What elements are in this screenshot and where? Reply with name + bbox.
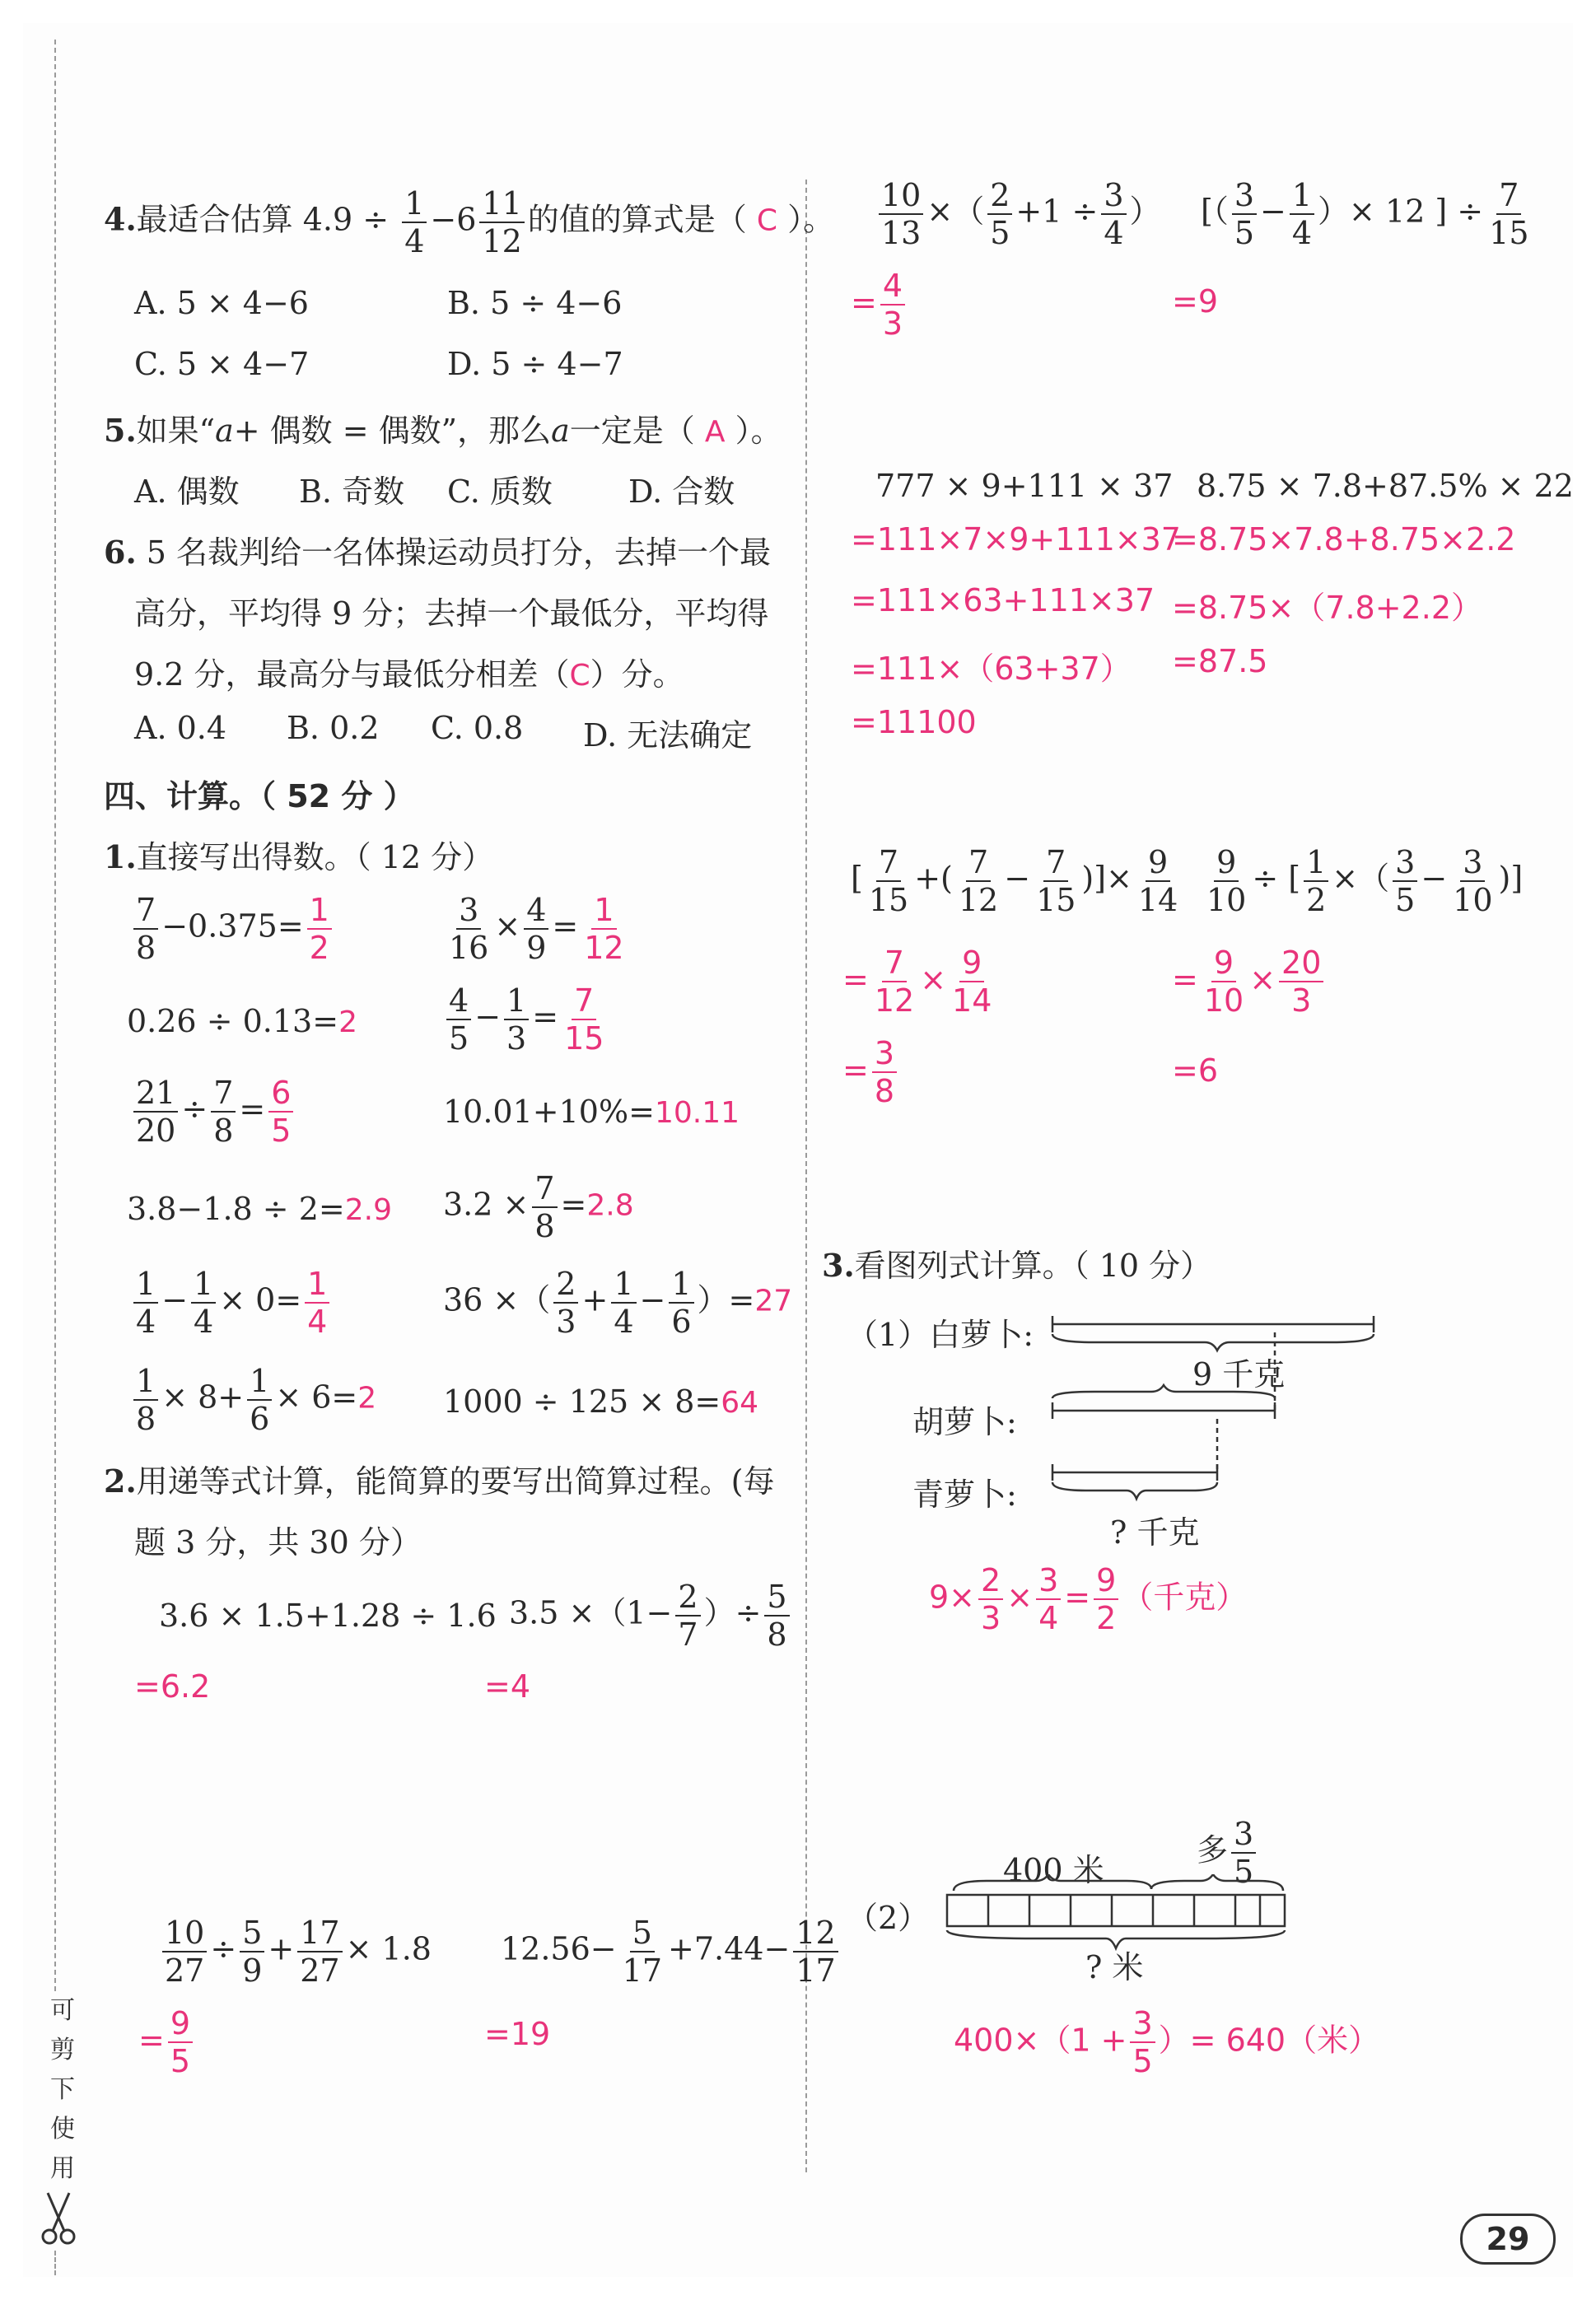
calc-step: =8.75×7.8+8.75×2.2 [1172,521,1516,558]
calc-answer: =4 [484,1668,531,1705]
calc-step: =8.75×（7.8+2.2） [1172,590,1482,626]
calc-item: $\frac{3}{16}$ × $\frac{4}{9}$ = $\frac{1}{12}$ [449,892,624,966]
diagram-annotation: 多 $\frac{3}{5}$ [1197,1818,1259,1887]
calc-item: $\frac{1}{4}$ − $\frac{1}{4}$ × 0= $\frac{1}{4}$ [130,1268,333,1337]
calc-item: 10.01+10%=10.11 [443,1094,740,1130]
cut-line-bottom [54,2251,56,2275]
diagram-annotation: ? 米 [1085,1949,1144,1985]
section-title: 四、计算。（ 52 分 ） [104,778,415,814]
diagram-annotation: ? 千克 [1110,1514,1200,1551]
q6-line3: 9.2 分，最高分与最低分相差（C）分。 [134,656,684,693]
calc-step: = $\frac{3}{8}$ [842,1038,900,1107]
calc-item: 3.8−1.8 ÷ 2=2.9 [127,1191,392,1227]
q4-option-b: B. 5 ÷ 4−6 [447,285,623,321]
calc-item: $\frac{7}{8}$ −0.375= $\frac{1}{2}$ [130,894,335,963]
q5-option-b: B. 奇数 [299,474,405,510]
s2-title-line2: 题 3 分，共 30 分） [134,1524,422,1561]
s2-title: 2.用递等式计算，能简算的要写出简算过程。(每 [104,1463,775,1500]
scissors-icon [38,2189,79,2246]
calc-problem: 3.5 ×（1− $\frac{2}{7}$ ）÷ $\frac{5}{8}$ [509,1581,793,1650]
calc-item: 1000 ÷ 125 × 8=64 [443,1383,759,1420]
worksheet-page [23,23,1573,2277]
cut-hint: 可 剪 下 使 用 [50,1996,75,2183]
calc-item: 3.2 × $\frac{7}{8}$ =2.8 [443,1170,634,1244]
fraction: $\frac{1}{4}$ [402,188,427,257]
calc-answer: 400×（1 + $\frac{3}{5}$ ）= 640（米） [954,2005,1380,2079]
q6-line1: 6. 5 名裁判给一名体操运动员打分，去掉一个最 [104,534,772,571]
calc-answer: = $\frac{4}{3}$ [851,270,908,339]
diagram-label: （1）白萝卜: [847,1317,1034,1353]
q5-option-d: D. 合数 [628,474,735,510]
calc-problem: [（ $\frac{3}{5}$ − $\frac{1}{4}$ ）× 12 ] ÷ $\frac{7}{15}$ [1201,177,1529,251]
calc-problem: 777 × 9+111 × 37 [875,468,1174,504]
calc-answer: = $\frac{9}{5}$ [138,2008,196,2077]
q4-line: 4.最适合估算 4.9 ÷ $\frac{1}{4}$ −6 $\frac{11}{12}$ 的值的算式是（ C ）。 [104,185,835,259]
page-number: 29 [1460,2214,1556,2265]
diagram-label: 胡萝卜: [912,1404,1017,1440]
calc-problem: $\frac{9}{10}$ ÷ [ $\frac{1}{2}$ ×（ $\frac{3}{5}$ − $\frac{3}{10}$ )] [1206,844,1524,918]
calc-problem: $\frac{10}{13}$ ×（ $\frac{2}{5}$ +1 ÷ $\frac{3}{4}$ ） [875,180,1161,249]
q6-line2: 高分，平均得 9 分；去掉一个最低分，平均得 [134,595,769,632]
q5-answer: A [704,415,726,449]
calc-step: =111×63+111×37 [851,582,1155,618]
calc-step: = $\frac{7}{12}$ × $\frac{9}{14}$ [842,945,992,1019]
q6-option-b: B. 0.2 [287,710,380,746]
calc-item: 36 ×（ $\frac{2}{3}$ + $\frac{1}{4}$ − $\frac{1}{6}$ ）=27 [443,1266,793,1340]
calc-problem: 8.75 × 7.8+87.5% × 22 [1197,468,1574,504]
diagram-annotation: 400 米 [1003,1852,1104,1888]
calc-problem: 3.6 × 1.5+1.28 ÷ 1.6 [159,1598,497,1634]
diagram-label: 青萝卜: [912,1477,1017,1513]
calc-problem: $\frac{10}{27}$ ÷ $\frac{5}{9}$ + $\frac{17}{27}$ × 1.8 [159,1917,432,1986]
calc-answer: =6.2 [134,1668,211,1705]
calc-step: =6 [1172,1052,1219,1089]
calc-step: =111×7×9+111×37 [851,521,1181,558]
column-divider [805,180,807,2172]
q5-option-a: A. 偶数 [134,474,240,510]
calc-step: =87.5 [1172,643,1268,679]
calc-step: = $\frac{9}{10}$ × $\frac{20}{3}$ [1172,947,1327,1016]
calc-answer: =9 [1172,283,1219,320]
q4-option-c: C. 5 × 4−7 [134,346,310,382]
calc-item: $\frac{21}{20}$ ÷ $\frac{7}{8}$ = $\frac{6}{5}$ [130,1077,296,1146]
q5-line: 5.如果“a+ 偶数 = 偶数”，那么a一定是（ A ）。 [104,412,782,449]
calc-item: $\frac{4}{5}$ − $\frac{1}{3}$ = $\frac{7}{15}$ [443,985,609,1054]
q6-answer: C [569,659,590,693]
q6-option-d: D. 无法确定 [583,717,753,753]
q4-option-a: A. 5 × 4−6 [134,285,309,321]
calc-item: $\frac{1}{8}$ × 8+ $\frac{1}{6}$ × 6=2 [130,1365,376,1435]
calc-step: =11100 [851,704,977,740]
calc-answer: =19 [484,2016,551,2052]
calc-item: 0.26 ÷ 0.13=2 [127,1003,357,1039]
diagram-annotation: 9 千克 [1192,1356,1286,1393]
q6-option-c: C. 0.8 [431,710,524,746]
calc-step: =111×（63+37） [851,651,1132,687]
calc-problem: [ $\frac{7}{15}$ +( $\frac{7}{12}$ − $\frac{7}{15}$ )]× $\frac{9}{14}$ [851,844,1178,918]
q4-answer: C [756,203,778,238]
s3-title: 3.看图列式计算。（ 10 分） [822,1247,1212,1284]
s1-title: 1.直接写出得数。（ 12 分） [104,838,494,875]
calc-answer: 9× $\frac{2}{3}$ × $\frac{3}{4}$ = $\frac{9}{2}$ （千克） [929,1562,1248,1636]
q4-option-d: D. 5 ÷ 4−7 [447,346,623,382]
calc-problem: 12.56− $\frac{5}{17}$ +7.44− $\frac{12}{17}$ [501,1917,842,1986]
diagram-label: （2） [847,1900,930,1936]
cut-line [54,40,56,1991]
fraction: $\frac{11}{12}$ [479,188,524,257]
q6-option-a: A. 0.4 [134,710,227,746]
carrot-diagram [1044,1299,1407,1514]
q5-option-c: C. 质数 [447,474,553,510]
